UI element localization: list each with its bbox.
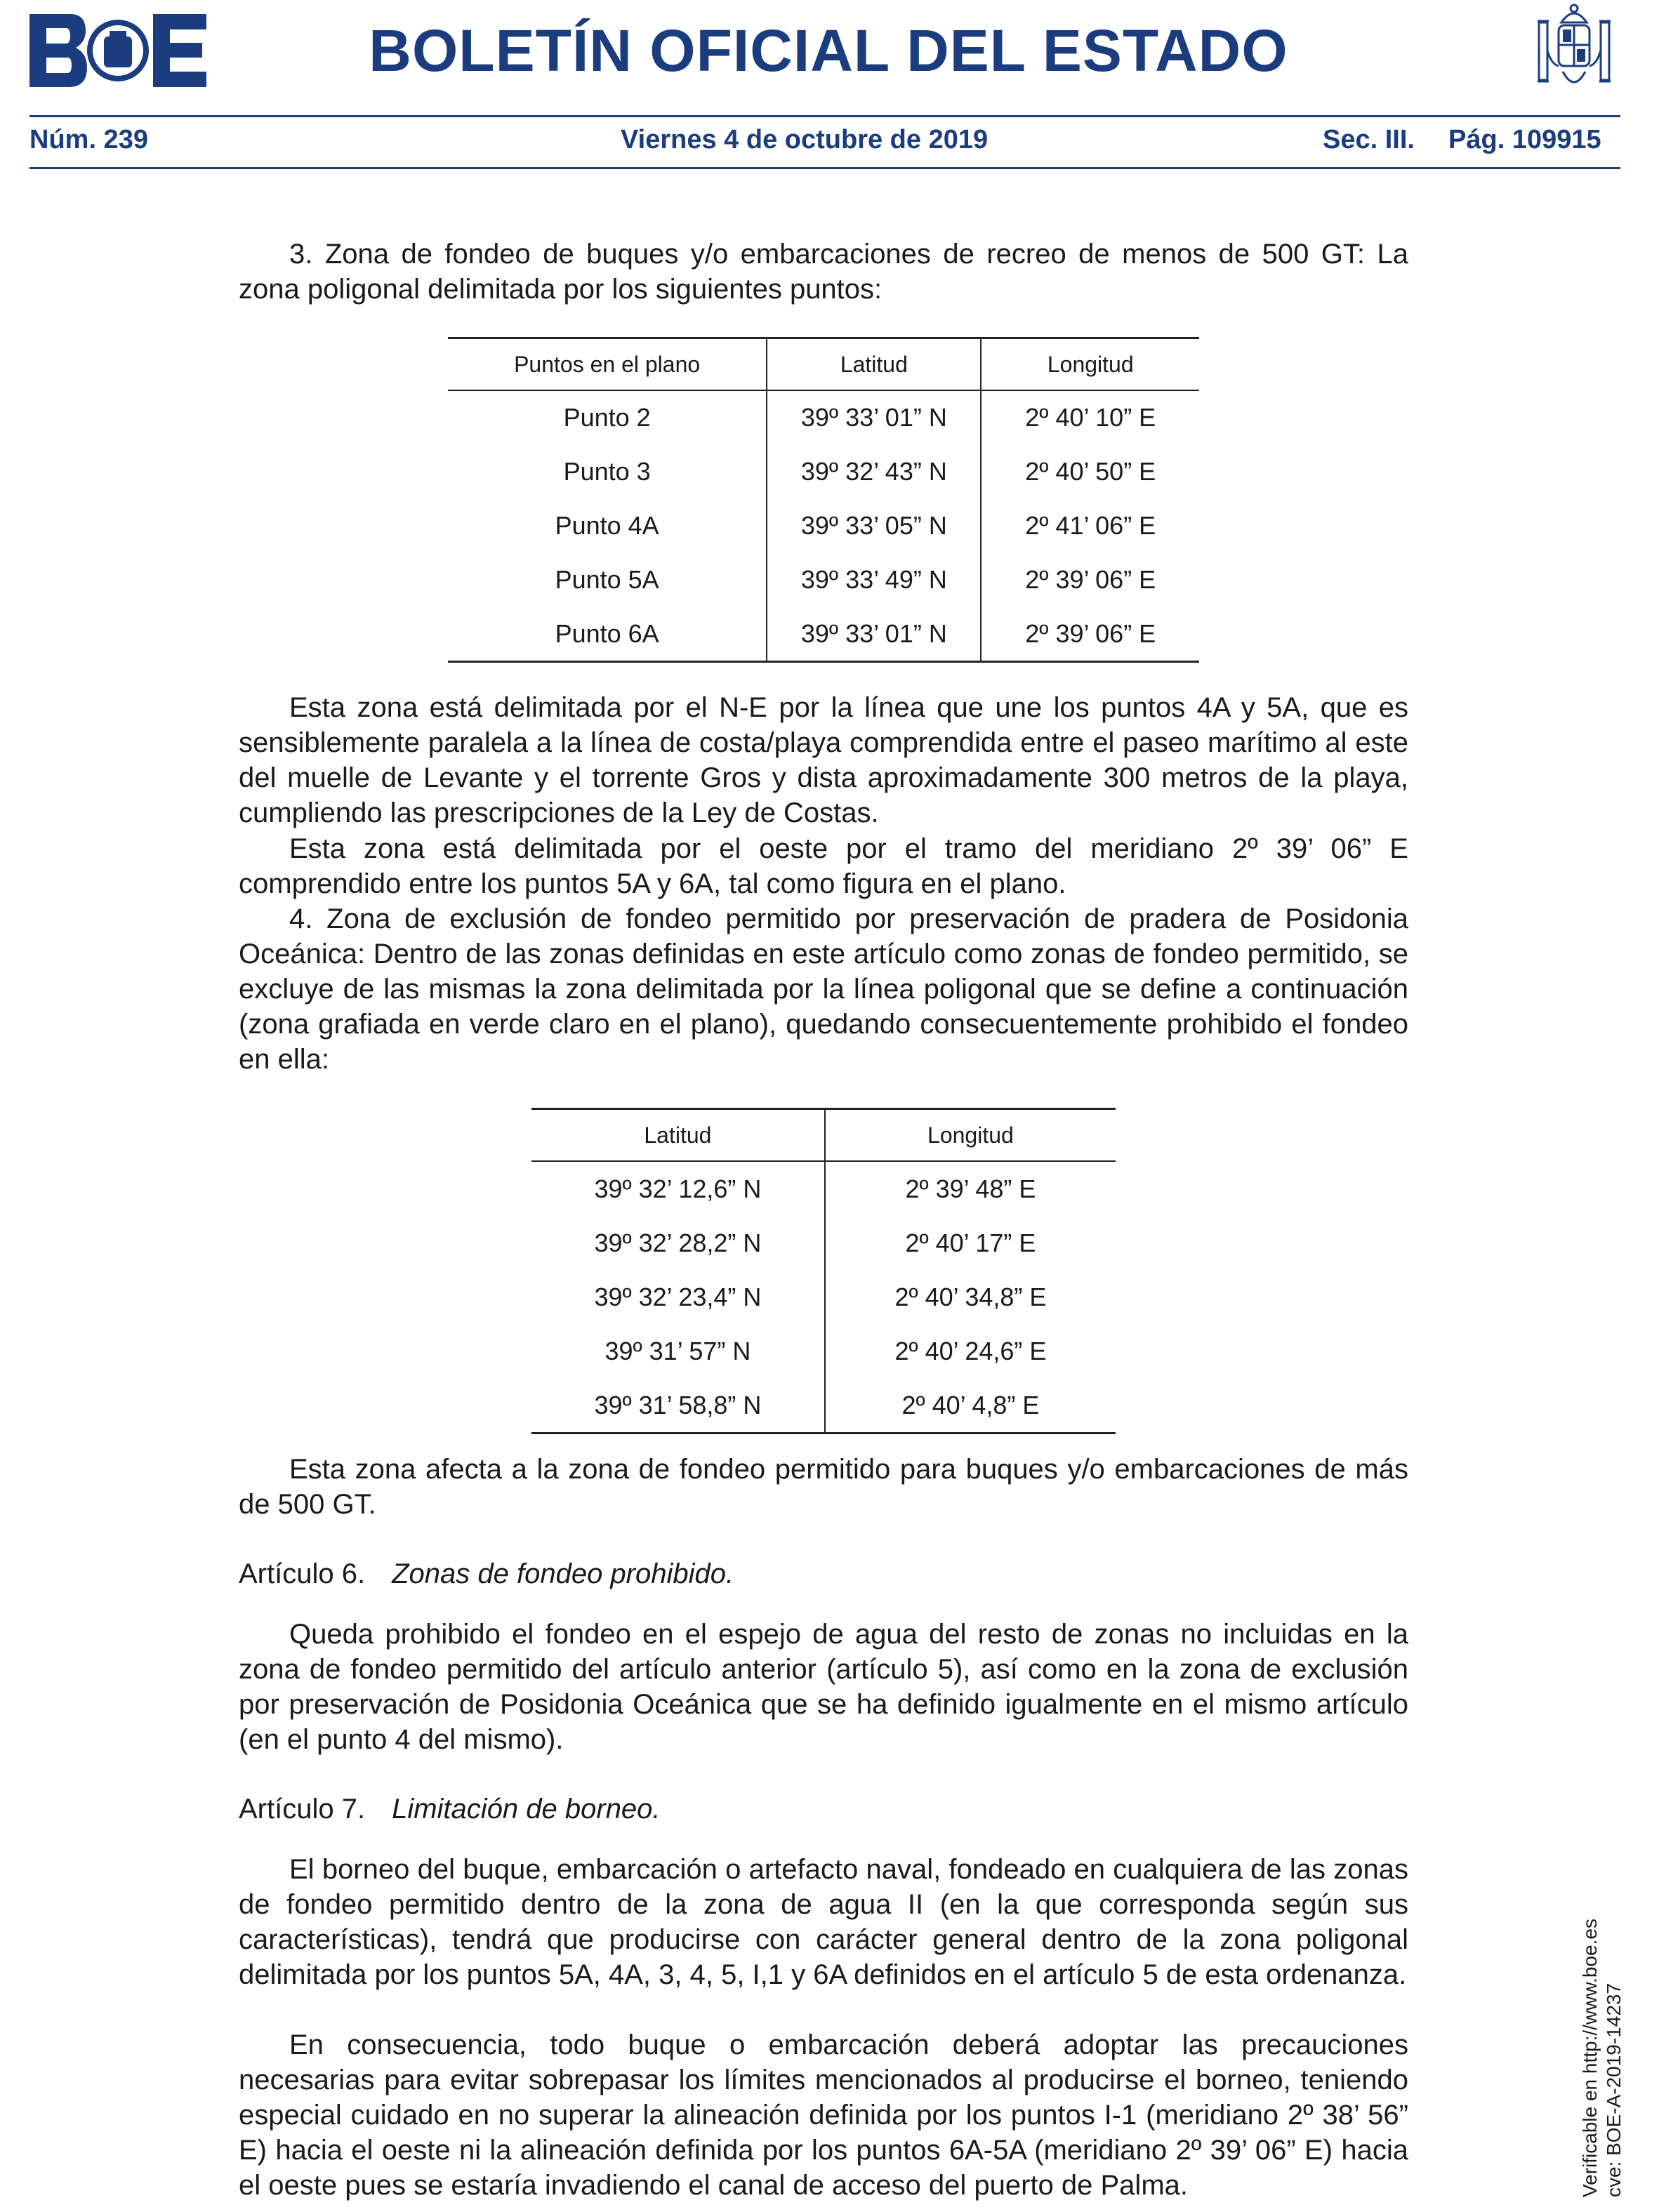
- article-label: Artículo 6.: [239, 1558, 366, 1589]
- table-cell: 39º 31’ 58,8” N: [531, 1378, 825, 1433]
- table-cell: 39º 32’ 28,2” N: [594, 1228, 762, 1257]
- paragraph-article-6: Queda prohibido el fondeo en el espejo de agua del resto de zonas no incluidas en la zona de fondeo permitido del artículo anterior (artículo 5), así como en la zona de exclusión por preservación de Posidonia Oceánica que se ha definido igualmente en el mismo artículo (en el punto 4 del mismo).: [239, 1619, 1408, 1755]
- cve-code: cve: BOE-A-2019-14237: [1603, 1982, 1625, 2197]
- issue-number: Núm. 239: [29, 125, 148, 154]
- article-label: Artículo 7.: [239, 1794, 366, 1824]
- paragraph-limite-oeste: Esta zona está delimitada por el oeste por el tramo del meridiano 2º 39’ 06” E comprendido entre los puntos 5A y 6A, tal como figura en el plano.: [239, 833, 1408, 899]
- table-header: Latitud: [767, 338, 981, 391]
- table-cell: 39º 33’ 01” N: [767, 607, 981, 661]
- table-row: [448, 499, 1199, 553]
- article-title: Limitación de borneo.: [392, 1794, 661, 1824]
- article-7-heading: [239, 1792, 661, 1827]
- table-row: [531, 1216, 1116, 1270]
- table-cell: 2º 40’ 24,6” E: [825, 1324, 1116, 1378]
- header-rule-bottom: [29, 167, 1620, 169]
- verification-note: [1578, 1919, 1626, 2197]
- table-cell: 39º 33’ 01” N: [767, 390, 981, 445]
- table-cell: 2º 41’ 06” E: [981, 499, 1199, 553]
- table-row: [448, 552, 1199, 607]
- table-cell: 2º 40’ 50” E: [981, 445, 1199, 499]
- paragraph-limite-ne: Esta zona está delimitada por el N-E por la línea que une los puntos 4A y 5A, que es sensiblemente paralela a la línea de costa/playa comprendida entre el paseo marítimo al este del muelle de Levante y el torrente Gros y dista aproximadamente 300 metros de la playa, cumpliendo las prescripciones de la Ley de Costas.: [239, 692, 1408, 828]
- article-title: Zonas de fondeo prohibido.: [392, 1558, 734, 1589]
- table-header: Longitud: [981, 338, 1199, 391]
- table-cell: 2º 40’ 17” E: [825, 1216, 1116, 1270]
- table-header: Puntos en el plano: [448, 338, 767, 391]
- paragraph-zona-3: 3. Zona de fondeo de buques y/o embarcaciones de recreo de menos de 500 GT: La zona poligonal delimitada por los siguientes puntos:: [239, 239, 1408, 305]
- table-cell: Punto 2: [563, 403, 651, 432]
- table-row: [531, 1270, 1116, 1324]
- table-header: Latitud: [531, 1109, 825, 1162]
- table-cell: Punto 5A: [555, 564, 659, 594]
- table-cell: 39º 32’ 23,4” N: [594, 1282, 762, 1311]
- table-row: [448, 390, 1199, 445]
- article-6-heading: [239, 1556, 734, 1591]
- page-title: BOLETÍN OFICIAL DEL ESTADO: [369, 18, 1288, 84]
- table-cell: 2º 39’ 06” E: [981, 607, 1199, 661]
- table-row: [531, 1324, 1116, 1378]
- table-cell: 39º 33’ 49” N: [767, 552, 981, 607]
- table-cell: Punto 6A: [448, 607, 767, 661]
- paragraph-article-7b: En consecuencia, todo buque o embarcación deberá adoptar las precauciones necesarias para evitar sobrepasar los límites mencionados al producirse el borneo, teniendo especial cuidado en no superar la alineación definida por los puntos I-1 (meridiano 2º 38’ 56” E) hacia el oeste ni la alineación definida por los puntos 6A-5A (meridiano 2º 39’ 06” E) hacia el oeste pues se estaría invadiendo el canal de acceso del puerto de Palma.: [239, 2029, 1408, 2201]
- boe-logo: [29, 14, 206, 87]
- table-header: Longitud: [825, 1109, 1116, 1162]
- table-cell: 39º 33’ 05” N: [767, 499, 981, 553]
- table-cell: 39º 32’ 43” N: [767, 445, 981, 499]
- table-cell: Punto 3: [563, 457, 651, 486]
- section-label: Sec. III.: [1323, 125, 1415, 154]
- paragraph-article-7a: El borneo del buque, embarcación o artefacto naval, fondeado en cualquiera de las zonas de fondeo permitido dentro de la zona de agua II (en la que corresponda según sus características), tendrá que producirse con carácter general dentro de la zona poligonal delimitada por los puntos 5A, 4A, 3, 4, 5, I,1 y 6A definidos en el artículo 5 de esta ordenanza.: [239, 1854, 1408, 1990]
- table-cell: 2º 39’ 06” E: [981, 552, 1199, 607]
- table-cell: Punto 4A: [555, 510, 659, 540]
- table-cell: 39º 31’ 57” N: [604, 1336, 751, 1365]
- coat-of-arms-icon: [1531, 1, 1618, 95]
- table-row: [531, 1378, 1116, 1433]
- table-puntos-zona-3: [448, 337, 1199, 663]
- table-row: [448, 607, 1199, 661]
- paragraph-zona-4: 4. Zona de exclusión de fondeo permitido por preservación de pradera de Posidonia Oceánica: Dentro de las zonas definidas en este artículo como zonas de fondeo permitido, se excluye de las mismas la zona delimitada por la línea poligonal que se define a continuación (zona grafiada en verde claro en el plano), quedando consecuentemente prohibido el fondeo en ella:: [239, 903, 1408, 1075]
- table-row: [531, 1161, 1116, 1216]
- verification-url[interactable]: Verificable en http://www.boe.es: [1579, 1919, 1601, 2197]
- table-cell: 2º 39’ 48” E: [825, 1161, 1116, 1216]
- issue-date: Viernes 4 de octubre de 2019: [621, 125, 989, 154]
- table-cell: 2º 40’ 10” E: [981, 390, 1199, 445]
- table-cell: 2º 40’ 34,8” E: [825, 1270, 1116, 1324]
- table-row: [448, 445, 1199, 499]
- table-cell: 2º 40’ 4,8” E: [825, 1378, 1116, 1433]
- table-exclusion-posidonia: [531, 1108, 1116, 1434]
- paragraph-afecta: Esta zona afecta a la zona de fondeo permitido para buques y/o embarcaciones de más de 500 GT.: [239, 1454, 1408, 1520]
- table-cell: 39º 32’ 12,6” N: [594, 1174, 762, 1203]
- header-rule: [29, 115, 1620, 117]
- page-number: Pág. 109915: [1448, 125, 1601, 154]
